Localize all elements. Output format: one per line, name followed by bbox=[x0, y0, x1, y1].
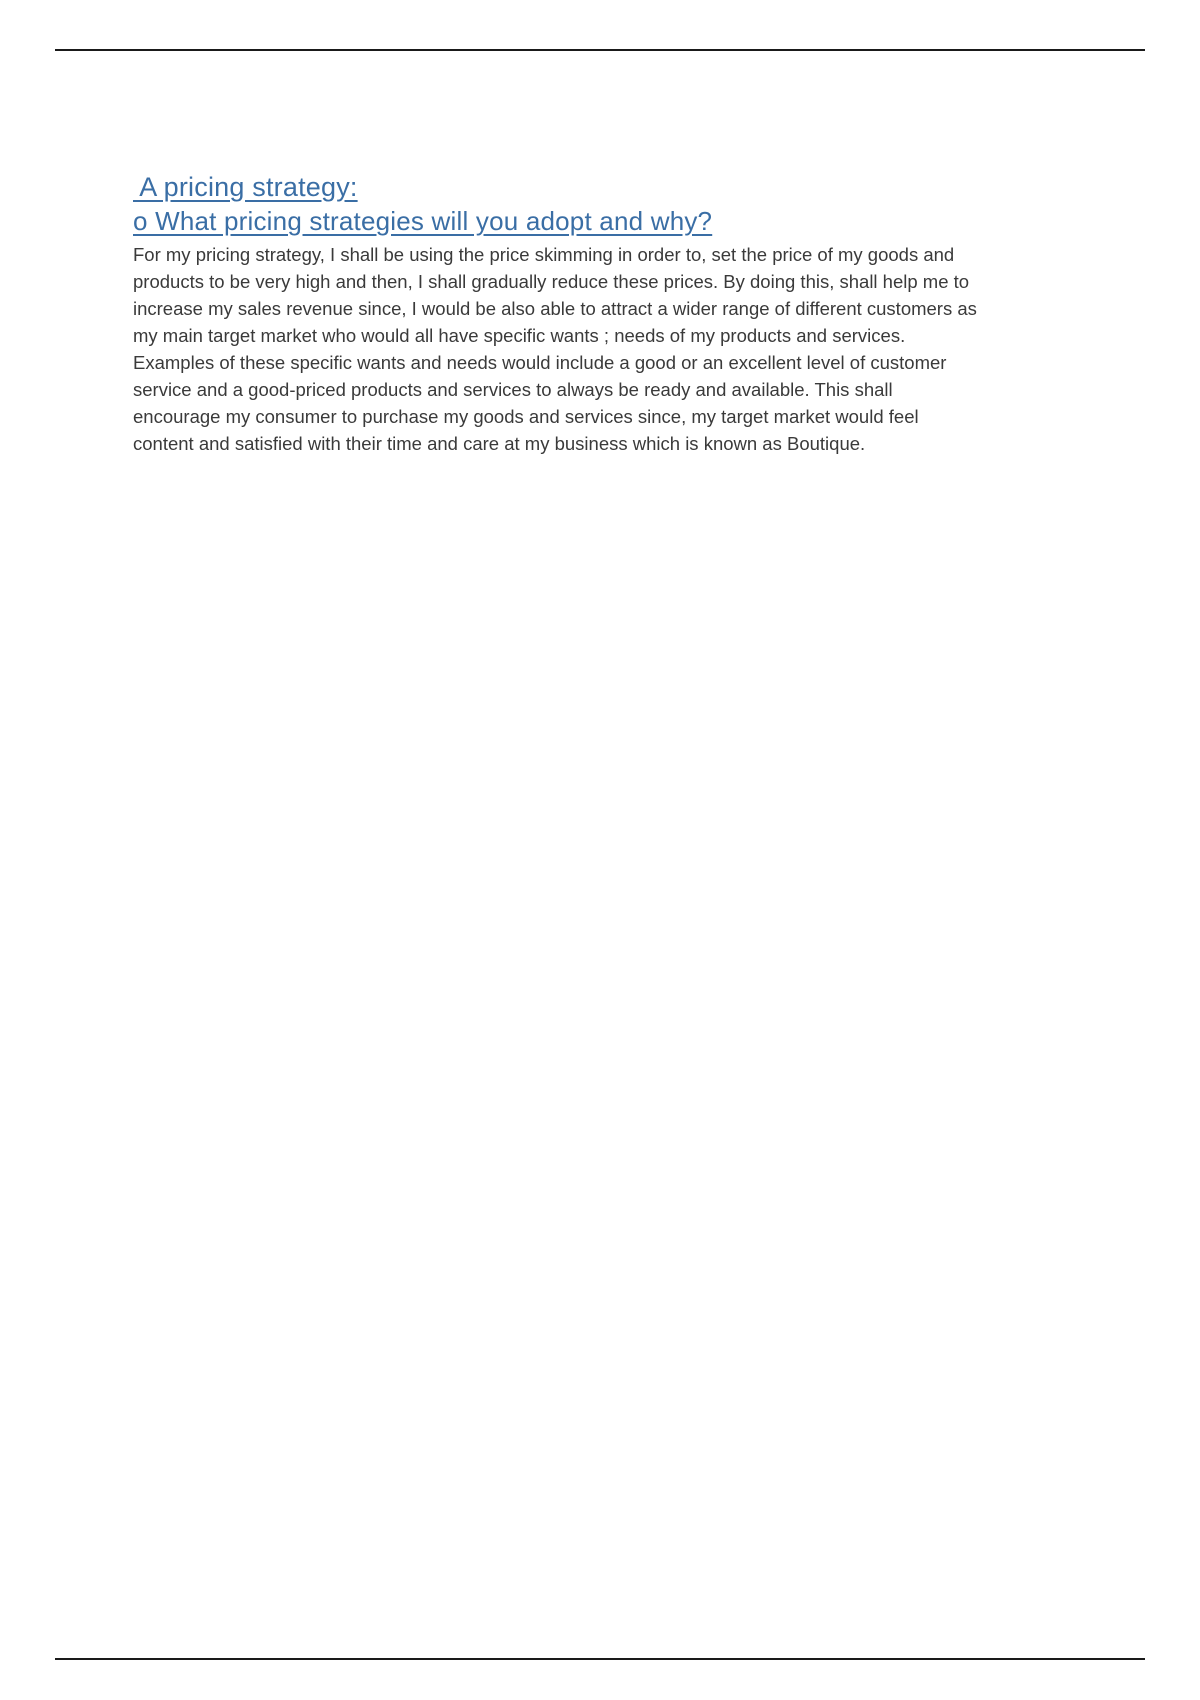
pricing-strategies-question-heading: o What pricing strategies will you adopt and why? bbox=[133, 206, 713, 236]
bottom-rule-line bbox=[55, 1658, 1145, 1660]
pricing-strategy-paragraph: For my pricing strategy, I shall be using the price skimming in order to, set the price of my goods and products to be very high and then, I shall gradually reduce these prices. By doing this, shall help me to increase my sales revenue since, I would be also able to attract a wider range of different customers as my main target market who would all have specific wants ; needs of my products and services. Examples of these specific wants and needs would include a good or an excellent level of customer service and a good-priced products and services to always be ready and available. This shall encourage my consumer to purchase my goods and services since, my target market would feel content and satisfied with their time and care at my business which is known as Boutique. bbox=[133, 244, 977, 454]
pricing-strategy-heading: A pricing strategy: bbox=[133, 172, 358, 202]
top-rule-line bbox=[55, 49, 1145, 51]
document-content bbox=[133, 170, 978, 457]
